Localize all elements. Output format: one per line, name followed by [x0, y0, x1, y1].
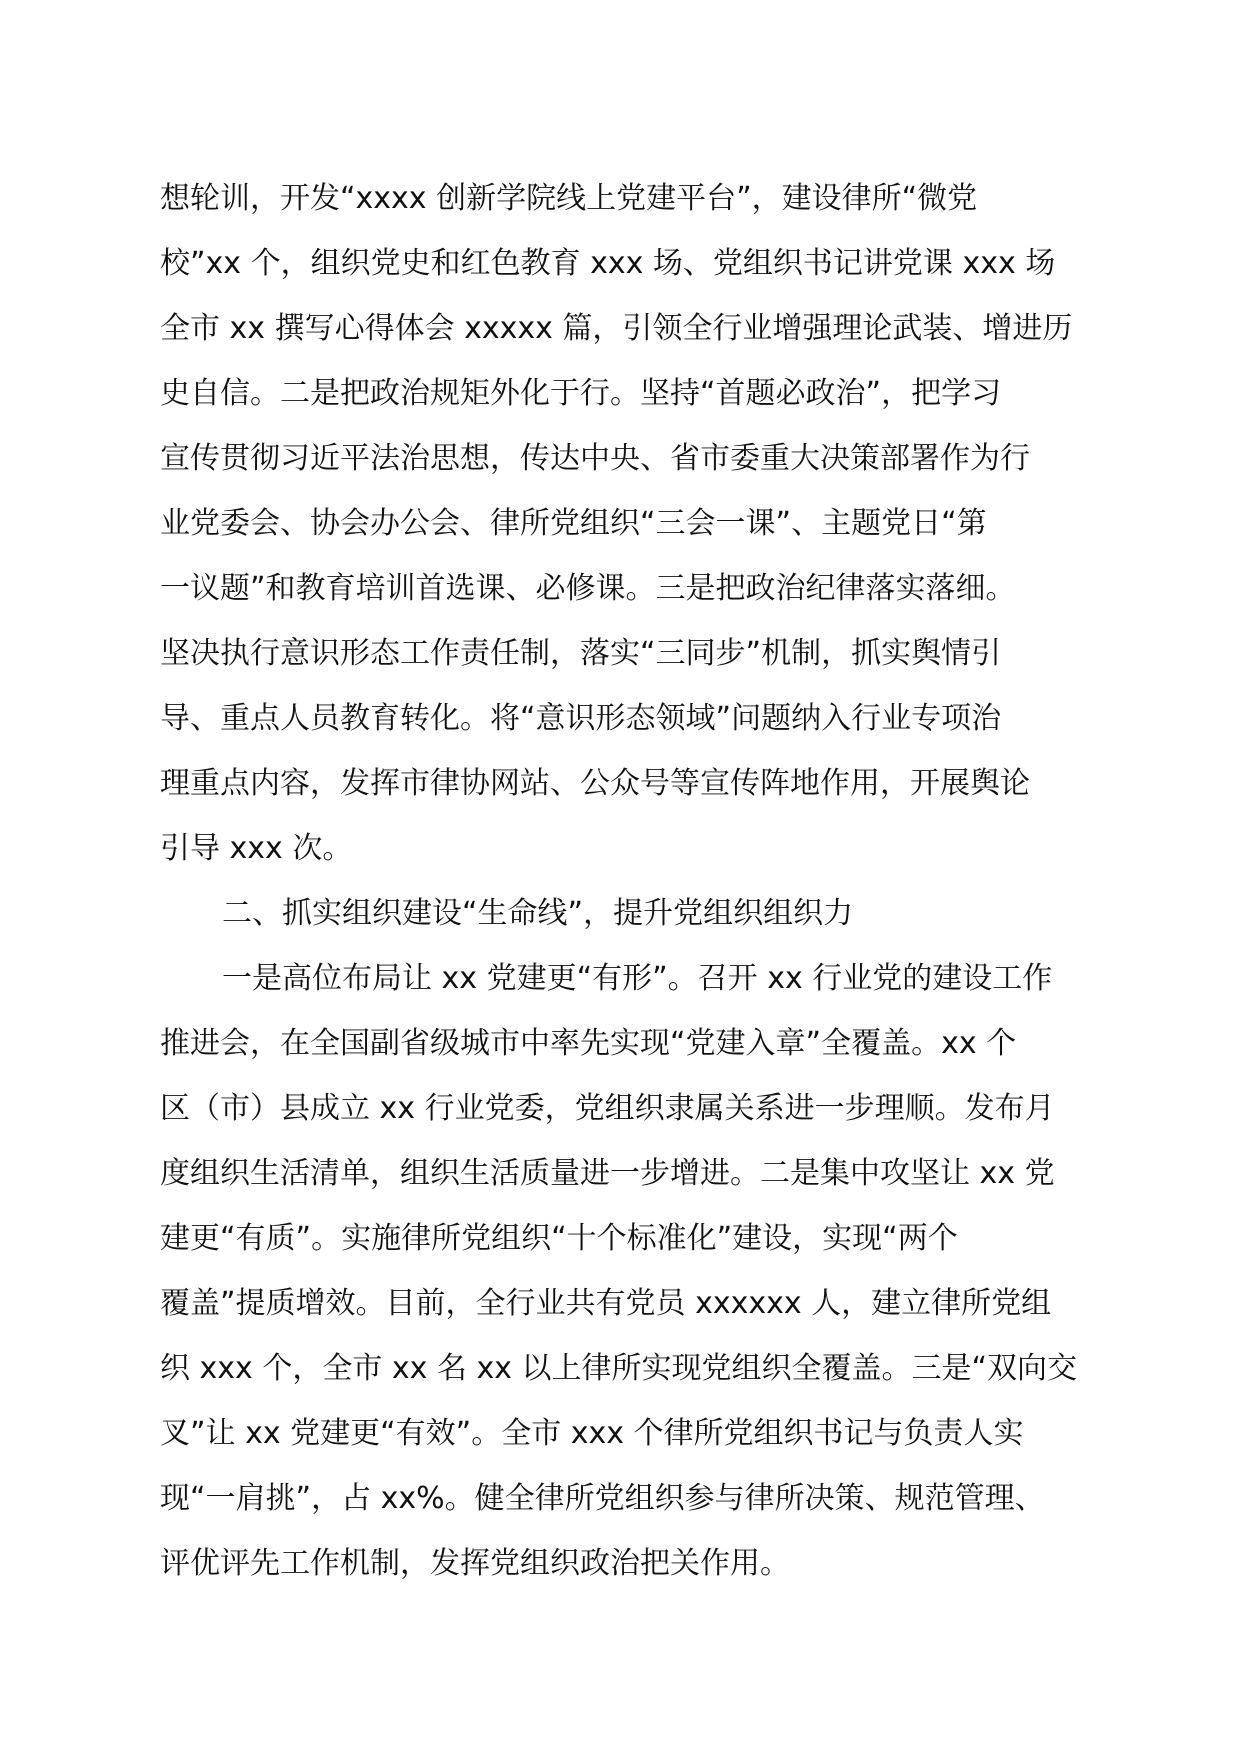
text-line: 织 xxx 个，全市 xx 名 xx 以上律所实现党组织全覆盖。三是“双向交 [160, 1351, 1078, 1386]
text-line: 理重点内容，发挥市律协网站、公众号等宣传阵地作用，开展舆论 [160, 766, 1030, 801]
text-line: 评优评先工作机制，发挥党组织政治把关作用。 [160, 1546, 790, 1581]
text-line: 区（市）县成立 xx 行业党委，党组织隶属关系进一步理顺。发布月 [160, 1091, 1055, 1126]
text-line: 度组织生活清单，组织生活质量进一步增进。二是集中攻坚让 xx 党 [160, 1156, 1055, 1191]
text-line: 叉”让 xx 党建更“有效”。全市 xxx 个律所党组织书记与负责人实 [160, 1416, 1024, 1451]
section-heading: 二、抓实组织建设“生命线”，提升党组织组织力 [222, 896, 854, 931]
text-line: 一是高位布局让 xx 党建更“有形”。召开 xx 行业党的建设工作 [222, 961, 1053, 996]
text-line: 全市 xx 撰写心得体会 xxxxx 篇，引领全行业增强理论武装、增进历 [160, 311, 1073, 346]
document-body [160, 166, 1120, 1596]
text-line: 坚决执行意识形态工作责任制，落实“三同步”机制，抓实舆情引 [160, 636, 1002, 671]
text-line: 覆盖”提质增效。目前，全行业共有党员 xxxxxx 人，建立律所党组 [160, 1286, 1052, 1321]
text-line: 现“一肩挑”，占 xx%。健全律所党组织参与律所决策、规范管理、 [160, 1481, 1045, 1516]
text-line: 宣传贯彻习近平法治思想，传达中央、省市委重大决策部署作为行 [160, 441, 1030, 476]
text-line: 推进会，在全国副省级城市中率先实现“党建入章”全覆盖。xx 个 [160, 1026, 1017, 1061]
text-line: 业党委会、协会办公会、律所党组织“三会一课”、主题党日“第 [160, 506, 987, 541]
text-line: 导、重点人员教育转化。将“意识形态领域”问题纳入行业专项治 [160, 701, 1002, 736]
text-line: 引导 xxx 次。 [160, 831, 353, 866]
text-line: 建更“有质”。实施律所党组织“十个标准化”建设，实现“两个 [160, 1221, 958, 1256]
text-line: 一议题”和教育培训首选课、必修课。三是把政治纪律落实落细。 [160, 571, 1016, 606]
text-line: 校”xx 个，组织党史和红色教育 xxx 场、党组织书记讲党课 xxx 场 [160, 246, 1056, 281]
text-line: 想轮训，开发“xxxx 创新学院线上党建平台”，建设律所“微党 [160, 181, 978, 216]
text-line: 史自信。二是把政治规矩外化于行。坚持“首题必政治”，把学习 [160, 376, 1002, 411]
